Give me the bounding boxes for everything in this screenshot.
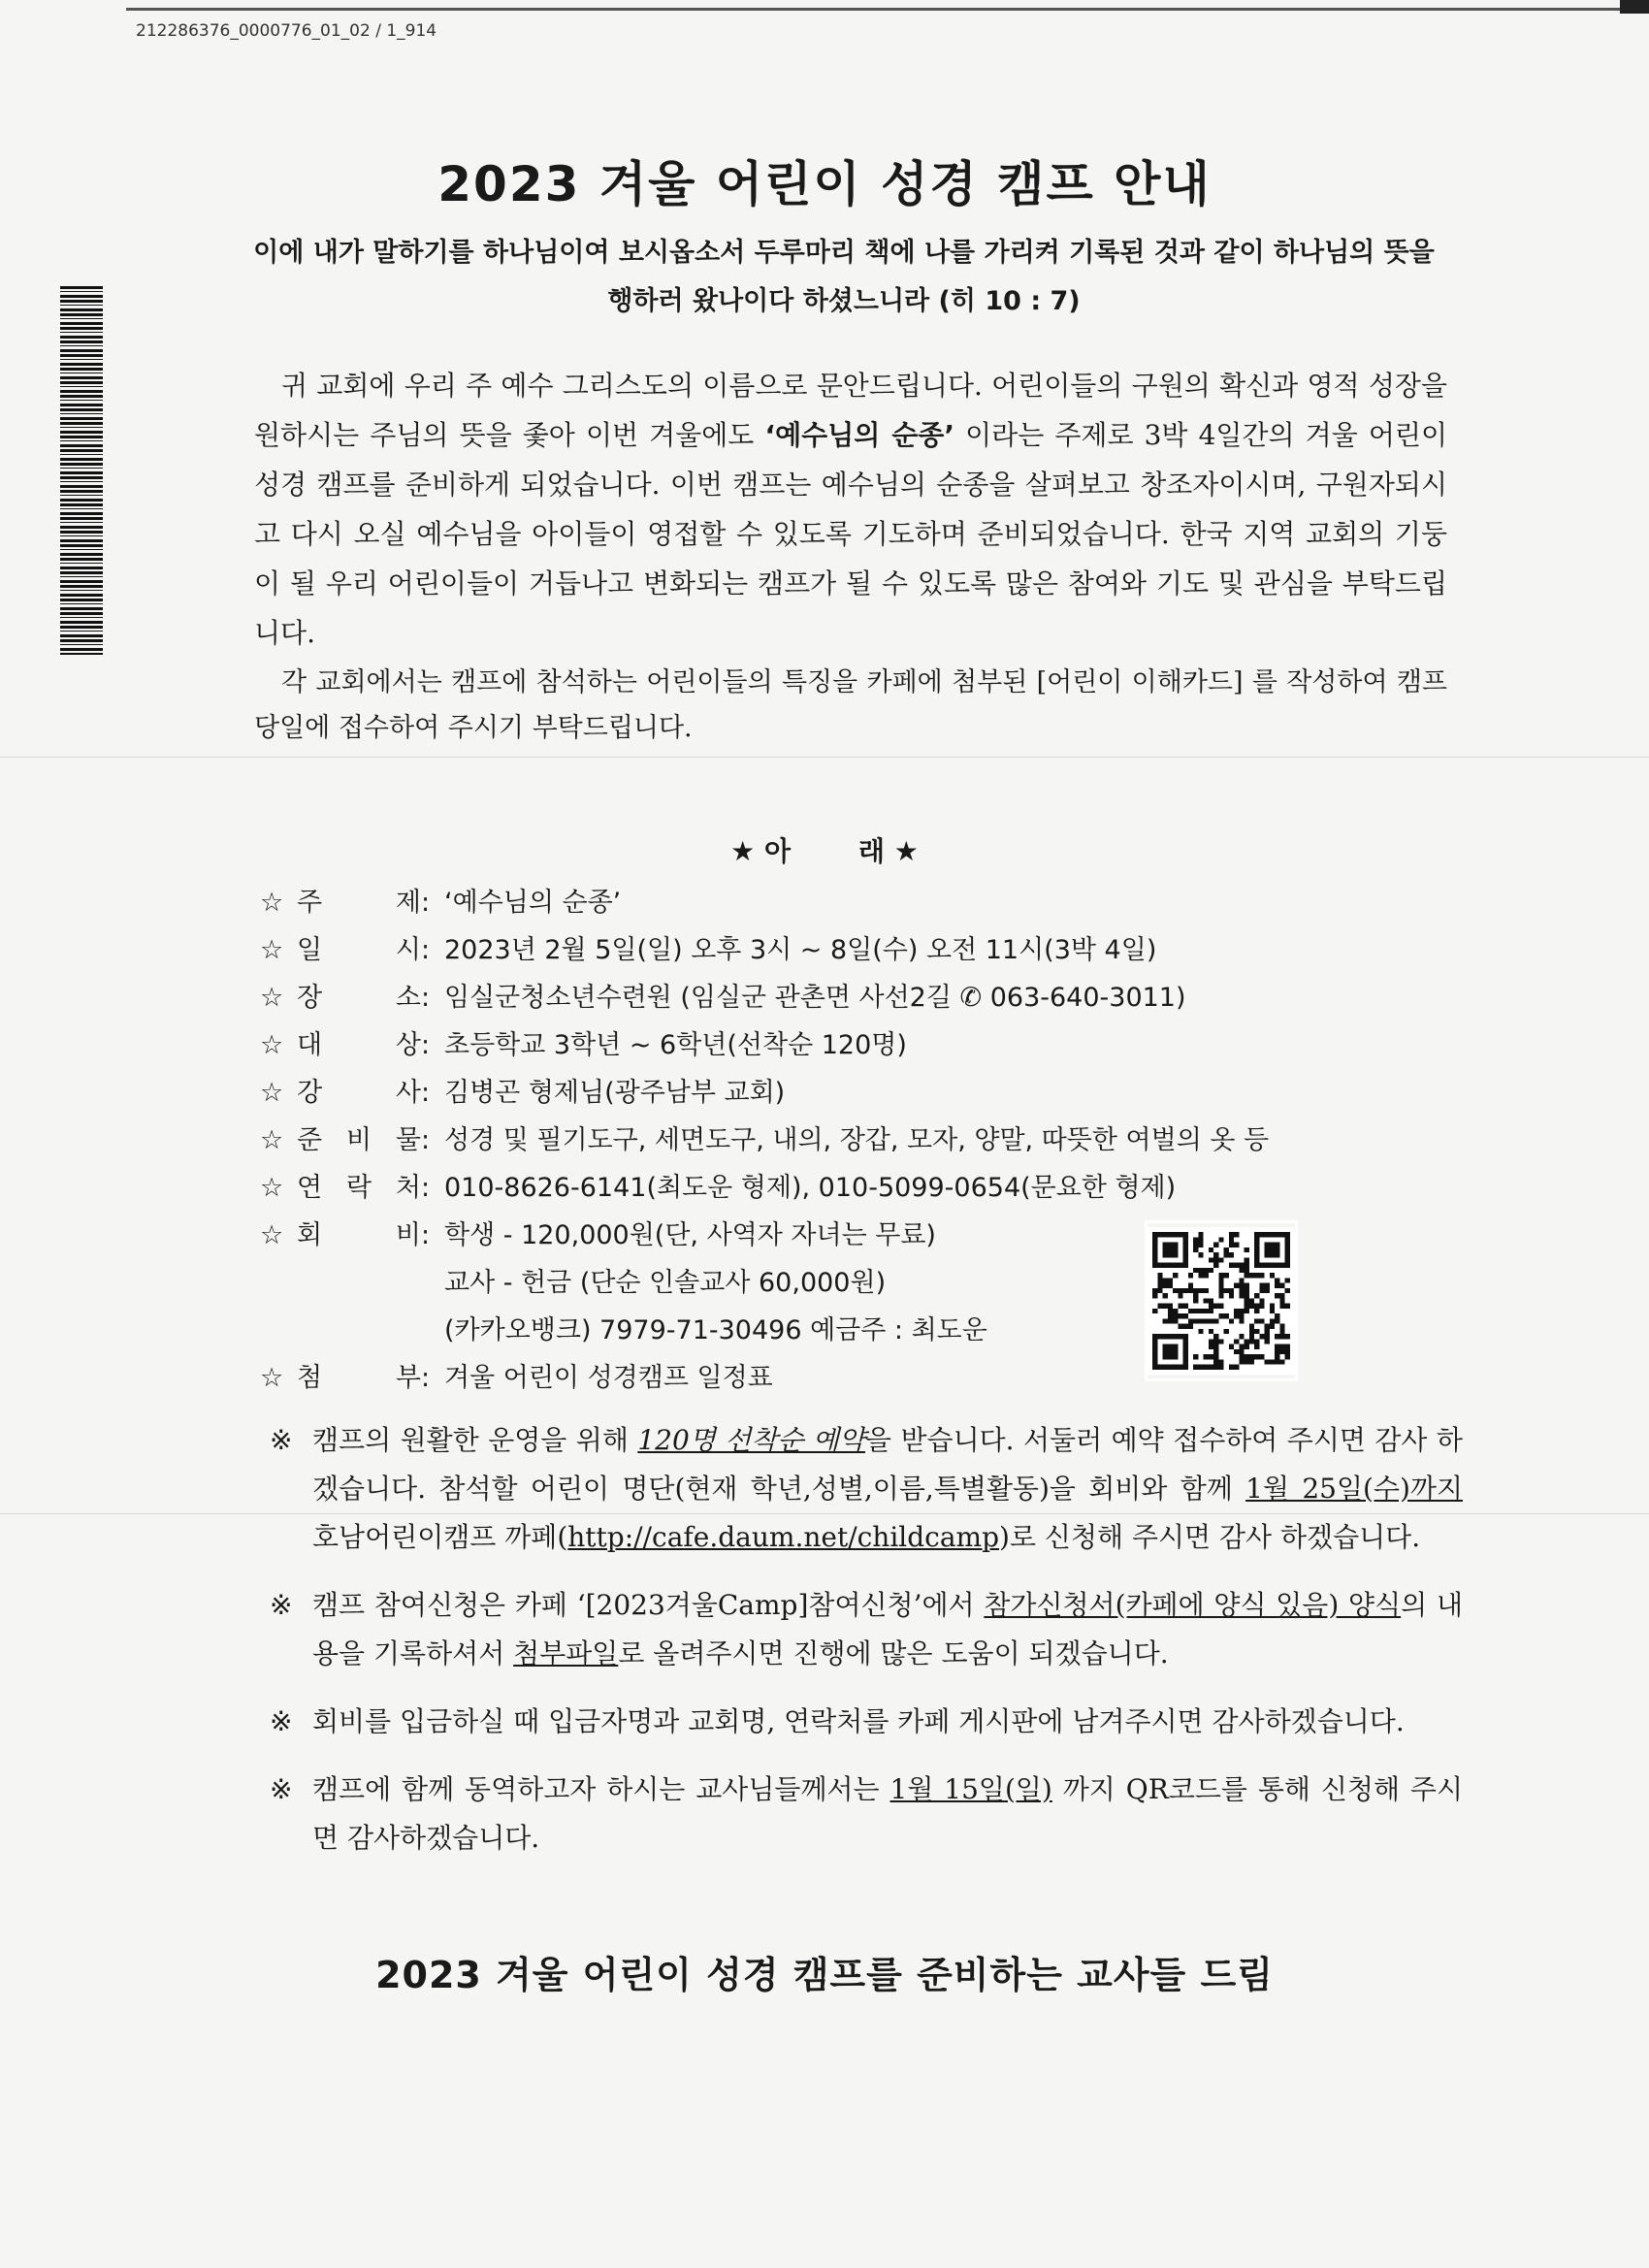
detail-row: ☆ 장 소 : 임실군청소년수련원 (임실군 관촌면 사선2길 ✆ 063-640-3011)	[260, 976, 1375, 1023]
note-mark-icon: ※	[270, 1589, 293, 1621]
detail-value: ‘예수님의 순종’	[444, 888, 622, 918]
detail-label: 장 소	[297, 983, 421, 1013]
card-request-paragraph: 각 교회에서는 캠프에 참석하는 어린이들의 특징을 카페에 첨부된 [어린이 이해카드] 를 작성하여 캠프 당일에 접수하여 주시기 부탁드립니다.	[254, 667, 1447, 743]
detail-value: 초등학교 3학년 ~ 6학년(선착순 120명)	[444, 1030, 907, 1060]
heading-right: 래 ★	[858, 835, 919, 867]
star-icon: ☆	[260, 935, 284, 965]
detail-attach: ☆ 첨 부 : 겨울 어린이 성경캠프 일정표	[260, 1356, 1375, 1404]
reservation-limit: 120명 선착순 예약	[637, 1424, 865, 1456]
detail-label: 회 비	[297, 1220, 421, 1250]
detail-label: 준 비 물	[297, 1125, 421, 1155]
fee-teacher: 교사 - 헌금 (단순 인솔교사 60,000원)	[444, 1268, 887, 1298]
bible-verse: 이에 내가 말하기를 하나님이여 보시옵소서 두루마리 책에 나를 가리켜 기록된 것과 같이 하나님의 뜻을 행하러 왔나이다 하셨느니라 (히 10 : 7)	[253, 238, 1435, 316]
detail-row: ☆ 대 상 : 초등학교 3학년 ~ 6학년(선착순 120명)	[260, 1023, 1375, 1071]
star-icon: ☆	[260, 888, 284, 918]
note-item: ※ 캠프의 원활한 운영을 위해 120명 선착순 예약을 받습니다. 서둘러 예약 접수하여 주시면 감사 하겠습니다. 참석할 어린이 명단(현재 학년,성별,이름,특별활동)을 회비와 함께 1월 25일(수)까지 호남어린이캠프 까페(http://cafe.daum.net/childcamp)로 신청해 주시면 감사 하겠습니다.	[270, 1416, 1463, 1562]
document-id: 212286376_0000776_01_02 / 1_914	[136, 21, 437, 41]
star-icon: ☆	[260, 983, 284, 1013]
deadline-date: 1월 25일(수)까지	[1245, 1473, 1463, 1505]
fee-account: (카카오뱅크) 7979-71-30496 예금주 : 최도운	[444, 1315, 987, 1345]
note-item: ※ 캠프 참여신청은 카페 ‘[2023겨울Camp]참여신청’에서 참가신청서(카페에 양식 있음) 양식의 내용을 기록하셔서 첨부파일로 올려주시면 진행에 많은 도움이 되겠습니다.	[270, 1581, 1463, 1678]
detail-label: 강 사	[297, 1078, 421, 1108]
detail-row: ☆ 일 시 : 2023년 2월 5일(일) 오후 3시 ~ 8일(수) 오전 11시(3박 4일)	[260, 928, 1375, 976]
note-item: ※ 캠프에 함께 동역하고자 하시는 교사님들께서는 1월 15일(일) 까지 QR코드를 통해 신청해 주시면 감사하겠습니다.	[270, 1766, 1463, 1863]
star-icon: ☆	[260, 1220, 284, 1250]
detail-value: 2023년 2월 5일(일) 오후 3시 ~ 8일(수) 오전 11시(3박 4일)	[444, 935, 1157, 965]
greeting-paragraph	[254, 361, 1447, 658]
detail-label: 첨 부	[297, 1363, 421, 1393]
cafe-link[interactable]: http://cafe.daum.net/childcamp	[567, 1521, 1000, 1553]
note-item	[270, 1698, 1463, 1746]
detail-value: 겨울 어린이 성경캠프 일정표	[444, 1363, 773, 1393]
detail-label: 연 락 처	[297, 1173, 421, 1203]
qr-code[interactable]	[1145, 1220, 1298, 1381]
detail-value: 김병곤 형제님(광주남부 교회)	[444, 1078, 786, 1108]
application-form: 참가신청서(카페에 양식 있음) 양식	[984, 1589, 1402, 1621]
detail-label: 일 시	[297, 935, 421, 965]
star-icon: ☆	[260, 1078, 284, 1108]
detail-row: ☆ 연 락 처 : 010-8626-6141(최도운 형제), 010-5099-0654(문요한 형제)	[260, 1166, 1375, 1214]
attachment-file: 첨부파일	[513, 1637, 619, 1669]
scan-corner	[1620, 0, 1649, 14]
detail-label: 대 상	[297, 1030, 421, 1060]
detail-value: 010-8626-6141(최도운 형제), 010-5099-0654(문요한 형제)	[444, 1173, 1177, 1203]
greeting-text: 귀 교회에 우리 주 예수 그리스도의 이름으로 문안드립니다. 어린이들의 구원의 확신과 영적 성장을 원하시는 주님의 뜻을 좇아 이번 겨울에도	[254, 370, 1447, 451]
detail-value: 학생 - 120,000원(단, 사역자 자녀는 무료)	[444, 1220, 936, 1250]
note-text: 회비를 입금하실 때 입금자명과 교회명, 연락처를 카페 게시판에 남겨주시면 감사하겠습니다.	[312, 1705, 1405, 1737]
note-mark-icon: ※	[270, 1705, 293, 1737]
heading-left: ★ 아	[730, 835, 791, 867]
signature-footer: 2023 겨울 어린이 성경 캠프를 준비하는 교사들 드림	[375, 1954, 1274, 1996]
star-icon: ☆	[260, 1173, 284, 1203]
detail-row: ☆ 주 제 : ‘예수님의 순종’	[260, 881, 1375, 928]
star-icon: ☆	[260, 1030, 284, 1060]
star-icon: ☆	[260, 1363, 284, 1393]
detail-value: 임실군청소년수련원 (임실군 관촌면 사선2길 ✆ 063-640-3011)	[444, 983, 1186, 1013]
detail-row: ☆ 회 비 : 학생 - 120,000원(단, 사역자 자녀는 무료)	[260, 1214, 1375, 1261]
greeting-body	[254, 361, 1447, 751]
note-mark-icon: ※	[270, 1424, 293, 1456]
barcode	[60, 286, 103, 655]
detail-value: 성경 및 필기도구, 세면도구, 내의, 장갑, 모자, 양말, 따뜻한 여벌의 옷 등	[444, 1125, 1270, 1155]
star-icon: ☆	[260, 1125, 284, 1155]
detail-row: ☆ 준 비 물 : 성경 및 필기도구, 세면도구, 내의, 장갑, 모자, 양말, 따뜻한 여벌의 옷 등	[260, 1118, 1375, 1166]
fold-line	[0, 757, 1649, 758]
document-title: 2023 겨울 어린이 성경 캠프 안내	[437, 156, 1212, 212]
section-heading	[0, 830, 1649, 869]
note-mark-icon: ※	[270, 1773, 293, 1805]
greeting-text-2: 이라는 주제로 3박 4일간의 겨울 어린이 성경 캠프를 준비하게 되었습니다. 이번 캠프는 예수님의 순종을 살펴보고 창조자이시며, 구원자되시고 다시 오실 예수님을 아이들이 영접할 수 있도록 기도하며 준비되었습니다. 한국 지역 교회의 기둥이 될 우리 어린이들이 거듭나고 변화되는 캠프가 될 수 있도록 많은 참여와 기도 및 관심을 부탁드립니다.	[254, 419, 1447, 649]
detail-label: 주 제	[297, 888, 421, 918]
detail-row: ☆ 강 사 : 김병곤 형제님(광주남부 교회)	[260, 1071, 1375, 1118]
notes-list	[270, 1416, 1463, 1882]
scan-edge	[126, 8, 1649, 11]
theme-text: ‘예수님의 순종’	[764, 419, 954, 451]
teacher-deadline: 1월 15일(일)	[889, 1773, 1052, 1805]
